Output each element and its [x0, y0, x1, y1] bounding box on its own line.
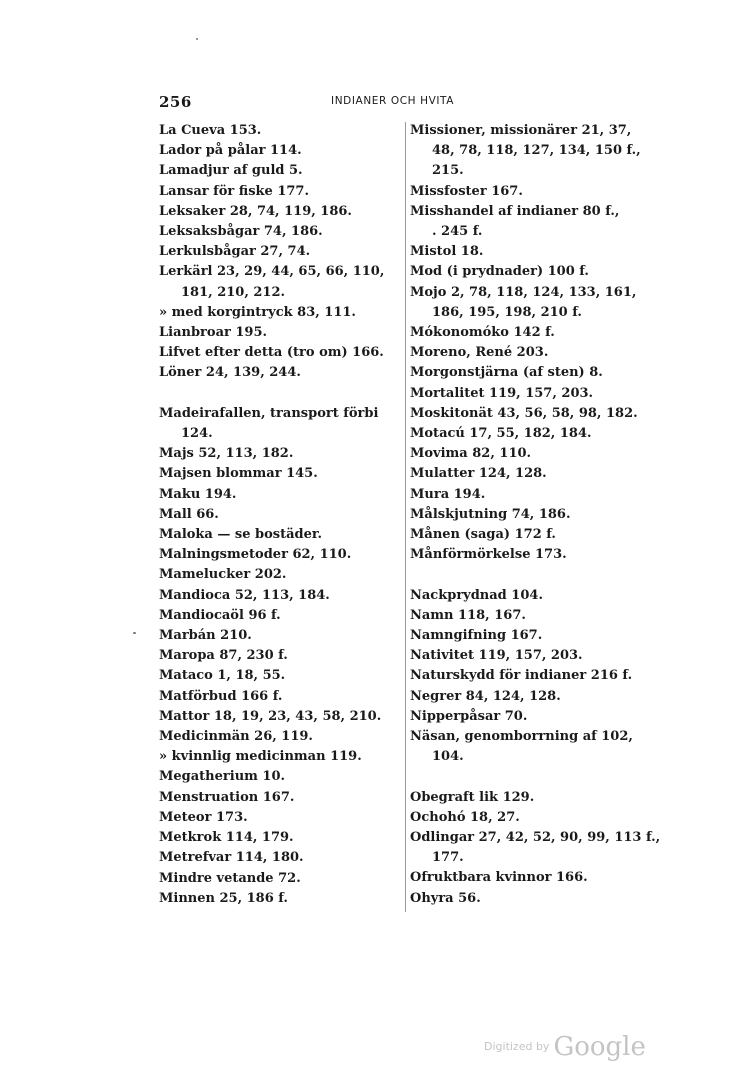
index-entry — [159, 646, 401, 666]
index-entry-text: Maloka — se bostäder. — [159, 527, 323, 543]
index-entry — [410, 121, 655, 182]
index-entry-text: Ochohó 18, 27. — [410, 809, 520, 825]
index-entry — [159, 444, 401, 464]
index-subentry-text: » kvinnlig medicinman 119. — [159, 749, 362, 765]
index-entry — [159, 586, 401, 606]
index-entry — [159, 727, 401, 747]
index-entry — [410, 182, 655, 202]
index-entry — [410, 606, 655, 626]
index-entry-text: Nativitet 119, 157, 203. — [410, 648, 583, 664]
column-divider — [405, 122, 406, 912]
index-entry — [410, 384, 655, 404]
index-entry-text: Mandiocaöl 96 f. — [159, 607, 281, 623]
index-entry — [159, 182, 401, 202]
index-entry — [159, 545, 401, 565]
index-entry — [410, 586, 655, 606]
index-entry — [410, 343, 655, 363]
index-entry — [159, 222, 401, 242]
index-entry-text: Meteor 173. — [159, 809, 248, 825]
index-subentry-text: » med korgintryck 83, 111. — [159, 304, 356, 320]
page-header — [159, 93, 599, 113]
index-entry-text: Mall 66. — [159, 506, 219, 522]
index-entry — [159, 485, 401, 505]
index-entry — [159, 767, 401, 787]
index-entry-text: Negrer 84, 124, 128. — [410, 688, 561, 704]
index-entry-text: Lifvet efter detta (tro om) 166. — [159, 345, 384, 361]
index-entry-text: Maropa 87, 230 f. — [159, 648, 288, 664]
index-entry-continuation: 181, 210, 212. — [181, 284, 286, 300]
index-entry-text: Missioner, missionärer 21, 37, — [410, 123, 632, 138]
index-entry-text: Lianbroar 195. — [159, 325, 268, 341]
index-entry — [159, 141, 401, 161]
index-entry — [159, 808, 401, 828]
index-entry — [159, 121, 401, 141]
index-entry-text: Motacú 17, 55, 182, 184. — [410, 426, 592, 442]
index-entry-text: Lamadjur af guld 5. — [159, 163, 303, 179]
index-entry-text: Missfoster 167. — [410, 183, 523, 199]
index-subentry — [159, 303, 401, 323]
index-entry-text: Mulatter 124, 128. — [410, 466, 547, 482]
index-entry-text: Megatherium 10. — [159, 769, 286, 785]
index-entry-text: Näsan, genomborrning af 102, — [410, 729, 633, 745]
index-entry-text: Moreno, René 203. — [410, 345, 549, 361]
index-entry-text: Mojo 2, 78, 118, 124, 133, 161, — [410, 284, 637, 300]
index-entry — [159, 848, 401, 868]
index-entry — [159, 323, 401, 343]
index-entry — [159, 363, 401, 383]
index-entry-text: Moskitonät 43, 56, 58, 98, 182. — [410, 405, 638, 421]
letter-group-gap — [410, 767, 655, 787]
scan-speck — [133, 632, 136, 634]
index-entry-continuation: 215. — [432, 163, 464, 179]
index-entry-text: Mod (i prydnader) 100 f. — [410, 264, 589, 280]
index-entry-text: Namn 118, 167. — [410, 607, 526, 623]
index-entry — [410, 687, 655, 707]
index-entry-text: Mindre vetande 72. — [159, 870, 301, 886]
index-entry-text: Medicinmän 26, 119. — [159, 729, 313, 745]
index-entry — [159, 464, 401, 484]
index-entry-text: Löner 24, 139, 244. — [159, 365, 301, 381]
index-entry-text: Målskjutning 74, 186. — [410, 506, 571, 522]
index-entry — [410, 485, 655, 505]
index-entry — [410, 666, 655, 686]
digitized-by-google-watermark — [484, 1032, 646, 1062]
index-entry-text: Lerkärl 23, 29, 44, 65, 66, 110, — [159, 264, 385, 280]
index-entry-text: Maku 194. — [159, 486, 237, 502]
index-subentry — [159, 747, 401, 767]
index-entry-text: Nipperpåsar 70. — [410, 708, 528, 724]
index-entry — [410, 363, 655, 383]
index-entry-continuation: 186, 195, 198, 210 f. — [432, 304, 582, 320]
index-entry-text: Ohyra 56. — [410, 890, 481, 906]
index-entry — [159, 404, 401, 444]
index-entry — [410, 626, 655, 646]
index-entry-text: La Cueva 153. — [159, 123, 262, 138]
index-entry-text: Naturskydd för indianer 216 f. — [410, 668, 633, 684]
index-entry — [159, 707, 401, 727]
index-entry-text: Namngifning 167. — [410, 628, 543, 644]
index-entry — [410, 283, 655, 323]
index-entry-text: Lerkulsbågar 27, 74. — [159, 244, 311, 260]
index-entry-text: Majs 52, 113, 182. — [159, 446, 294, 462]
index-entry-continuation: . 245 f. — [432, 224, 483, 240]
index-entry-text: Månförmörkelse 173. — [410, 547, 567, 563]
index-entry — [159, 262, 401, 302]
index-entry — [159, 869, 401, 889]
index-entry-text: Månen (saga) 172 f. — [410, 527, 556, 543]
index-entry — [159, 343, 401, 363]
index-entry-text: Minnen 25, 186 f. — [159, 890, 288, 906]
index-entry — [410, 323, 655, 343]
index-entry — [159, 202, 401, 222]
index-entry — [410, 707, 655, 727]
index-entry — [159, 565, 401, 585]
index-entry — [159, 505, 401, 525]
index-entry — [410, 242, 655, 262]
index-column-right — [410, 121, 661, 909]
index-entry — [410, 646, 655, 666]
index-entry-text: Odlingar 27, 42, 52, 90, 99, 113 f., — [410, 830, 661, 846]
index-entry-text: Lador på pålar 114. — [159, 143, 302, 159]
index-entry — [159, 161, 401, 181]
google-logo: Google — [553, 1032, 646, 1062]
index-entry — [159, 525, 401, 545]
index-entry-text: Marbán 210. — [159, 628, 252, 644]
index-entry — [159, 242, 401, 262]
index-entry — [410, 525, 655, 545]
index-entry-text: Mortalitet 119, 157, 203. — [410, 385, 594, 401]
index-entry-text: Madeirafallen, transport förbi — [159, 405, 379, 421]
index-entry-text: Ofruktbara kvinnor 166. — [410, 870, 588, 886]
letter-group-gap — [410, 565, 655, 585]
index-entry-text: Menstruation 167. — [159, 789, 295, 805]
index-entry-text: Mattor 18, 19, 23, 43, 58, 210. — [159, 708, 382, 724]
index-entry-text: Movima 82, 110. — [410, 446, 532, 462]
index-entry — [159, 626, 401, 646]
index-entry-continuation: 48, 78, 118, 127, 134, 150 f., — [432, 143, 641, 159]
index-column-left — [159, 121, 401, 909]
index-entry-text: Misshandel af indianer 80 f., — [410, 203, 620, 219]
index-entry-continuation: 177. — [432, 850, 464, 866]
index-entry-text: Mamelucker 202. — [159, 567, 287, 583]
index-entry-text: Nackprydnad 104. — [410, 587, 543, 603]
letter-group-gap — [159, 384, 401, 404]
scan-speck — [196, 38, 198, 40]
watermark-prefix: Digitized by — [484, 1040, 550, 1053]
index-entry — [410, 727, 655, 767]
index-entry — [410, 788, 655, 808]
index-entry-continuation: 124. — [181, 426, 213, 442]
index-entry-text: Leksaker 28, 74, 119, 186. — [159, 203, 352, 219]
index-entry — [159, 687, 401, 707]
index-entry-text: Mistol 18. — [410, 244, 484, 260]
index-entry-text: Mura 194. — [410, 486, 486, 502]
index-entry-text: Majsen blommar 145. — [159, 466, 318, 482]
index-entry — [410, 464, 655, 484]
index-entry — [410, 545, 655, 565]
page-number: 256 — [159, 93, 192, 111]
index-entry — [410, 404, 655, 424]
index-entry — [410, 202, 655, 242]
index-entry-text: Malningsmetoder 62, 110. — [159, 547, 352, 563]
index-entry — [410, 889, 655, 909]
index-entry-text: Morgonstjärna (af sten) 8. — [410, 365, 603, 381]
running-title: INDIANER OCH HVITA — [331, 95, 455, 107]
index-entry-text: Metrefvar 114, 180. — [159, 850, 304, 866]
index-entry-text: Obegraft lik 129. — [410, 789, 535, 805]
index-entry — [410, 424, 655, 444]
index-entry-text: Mataco 1, 18, 55. — [159, 668, 286, 684]
index-entry — [410, 505, 655, 525]
index-entry-text: Leksaksbågar 74, 186. — [159, 224, 323, 240]
index-entry — [410, 868, 655, 888]
index-entry-text: Metkrok 114, 179. — [159, 830, 294, 846]
index-entry — [159, 889, 401, 909]
index-entry-continuation: 104. — [432, 749, 464, 765]
index-entry — [410, 444, 655, 464]
index-entry — [410, 828, 661, 868]
index-entry-text: Lansar för fiske 177. — [159, 183, 310, 199]
index-entry — [159, 828, 401, 848]
index-entry — [410, 262, 655, 282]
index-entry — [159, 606, 401, 626]
index-entry — [159, 666, 401, 686]
index-entry-text: Mókonomóko 142 f. — [410, 325, 555, 341]
index-entry-text: Matförbud 166 f. — [159, 688, 283, 704]
index-entry-text: Mandioca 52, 113, 184. — [159, 587, 330, 603]
index-entry — [159, 788, 401, 808]
index-entry — [410, 808, 655, 828]
